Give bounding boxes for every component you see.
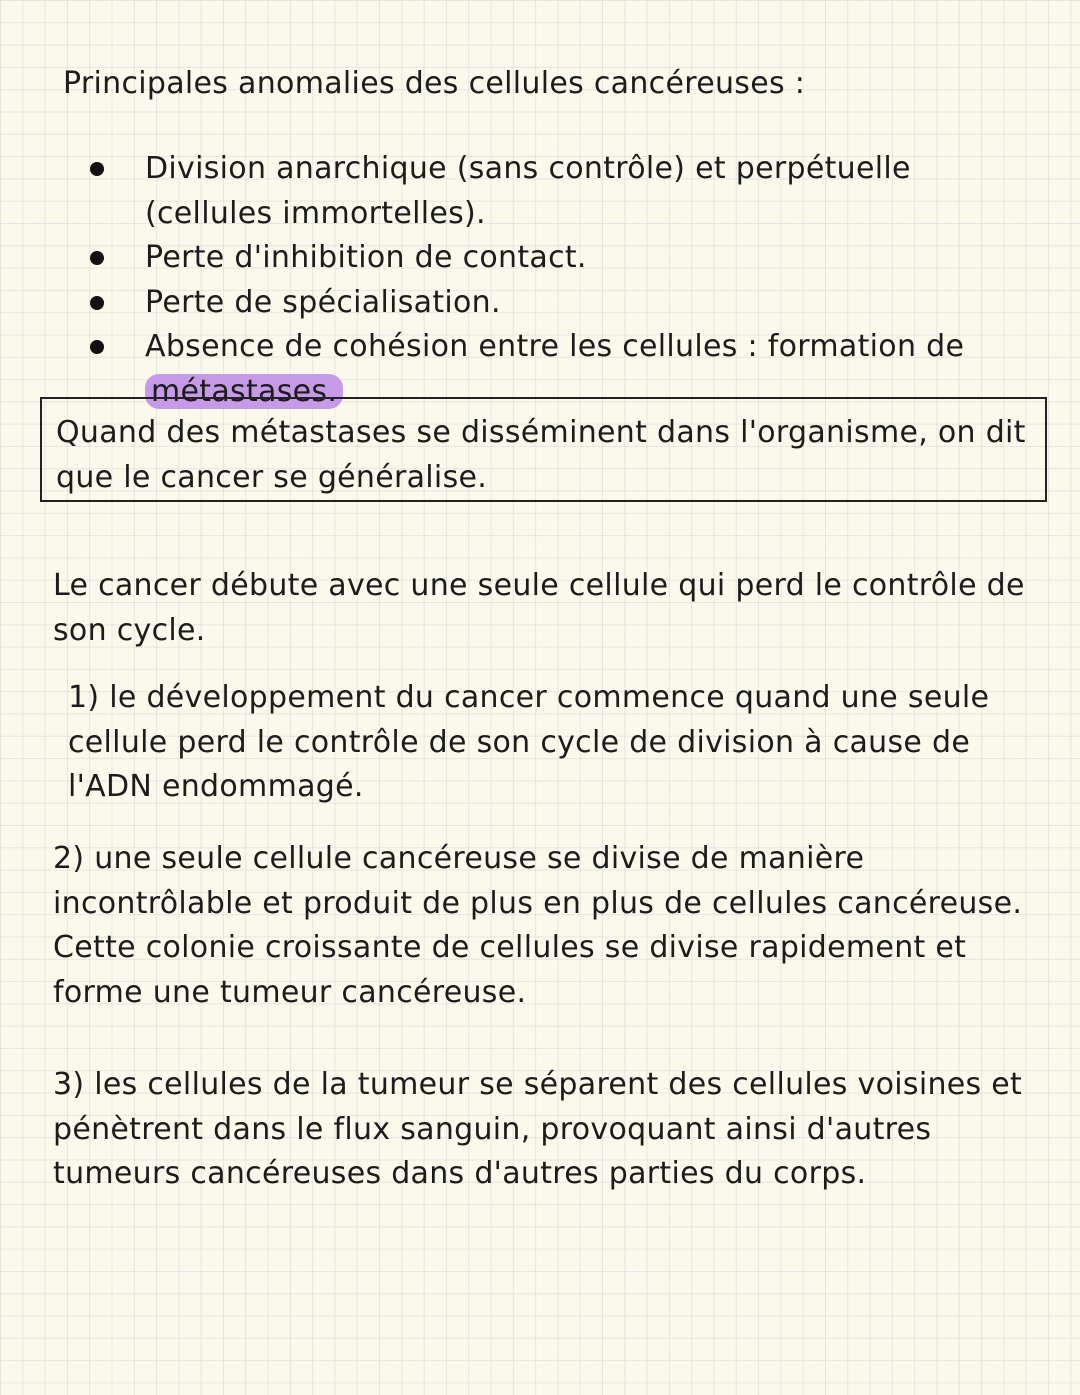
step-paragraph-1: 1) le développement du cancer commence quand une seule cellule perd le contrôle de son cycle de division à cause de l'ADN endommagé. (68, 680, 990, 804)
list-item-text: Absence de cohésion entre les cellules : formation de (145, 329, 965, 364)
list-item-text: Perte d'inhibition de contact. (145, 240, 587, 275)
bullet-icon (90, 251, 104, 265)
bullet-icon (90, 340, 104, 354)
step-paragraph-2: 2) une seule cellule cancéreuse se divise de manière incontrôlable et produit de plus en plus de cellules cancéreuse. Cette colonie croissante de cellules se divise rapidement et forme une tumeur cancéreuse. (53, 841, 1023, 1010)
bullet-icon (90, 162, 104, 176)
key-definition-box (40, 397, 1047, 502)
section-heading: Principales anomalies des cellules cancéreuses : (63, 66, 806, 101)
list-item-text: Perte de spécialisation. (145, 284, 501, 320)
list-item (0, 236, 1080, 281)
definition-text: Quand des métastases se disséminent dans l'organisme, on dit que le cancer se généralise. (56, 415, 1026, 495)
step-paragraph-3: 3) les cellules de la tumeur se séparent des cellules voisines et pénètrent dans le flux sanguin, provoquant ainsi d'autres tumeurs cancéreuses dans d'autres parties du corps. (53, 1067, 1023, 1191)
list-item (0, 281, 1080, 326)
highlighted-term: métastases. (145, 374, 343, 409)
anomalies-list (0, 147, 1080, 414)
bullet-icon (90, 296, 104, 310)
list-item-text: Division anarchique (sans contrôle) et perpétuelle (cellules immortelles). (145, 151, 911, 231)
list-item (0, 147, 1080, 236)
intro-paragraph: Le cancer débute avec une seule cellule qui perd le contrôle de son cycle. (53, 568, 1025, 648)
